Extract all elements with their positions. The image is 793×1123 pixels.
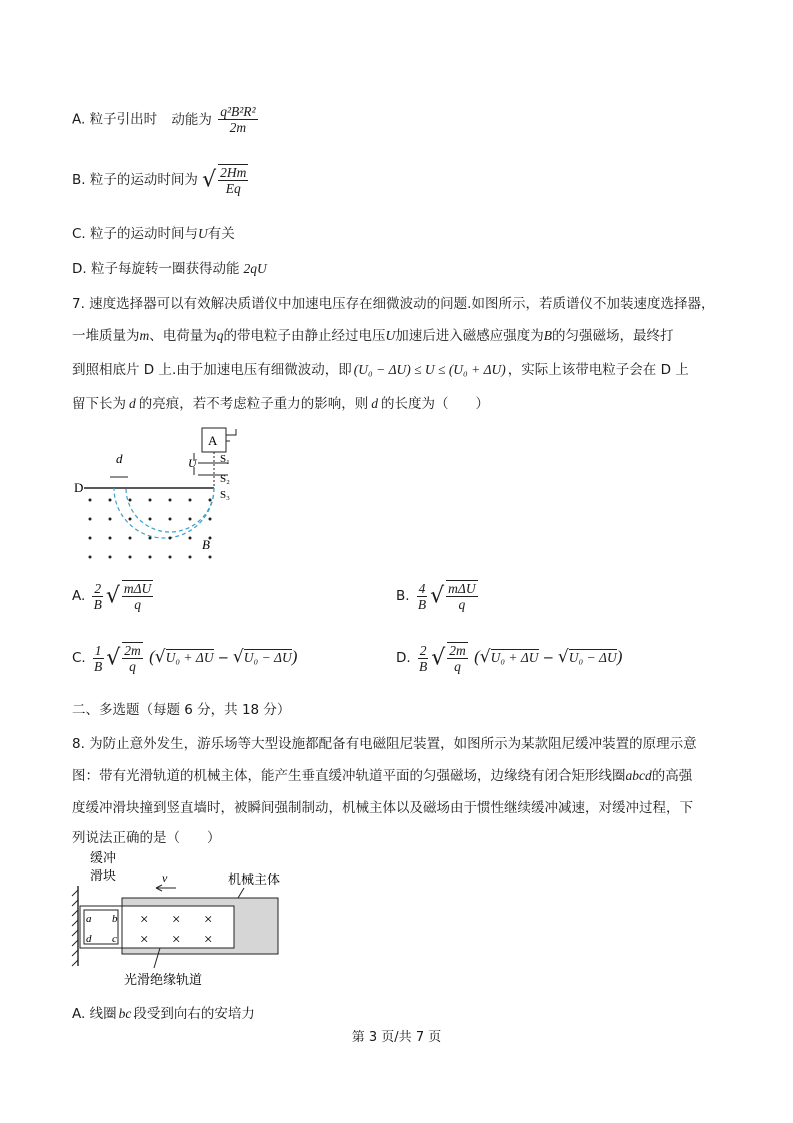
sqrt-sign: √ [154, 647, 166, 667]
svg-text:×: × [140, 932, 149, 948]
q7-line-4 [72, 388, 489, 420]
q8-line-3: 度缓冲滑块撞到竖直墙时，被瞬间强制制动，机械主体以及磁场由于惯性继续缓冲减速，对缓冲过程，下 [72, 800, 693, 816]
radicand [446, 580, 477, 612]
s1-label: S₁ [220, 453, 230, 465]
text: 的亮痕，若不考虑粒子重力的影响，则 [138, 396, 369, 412]
denominator: B [93, 596, 102, 612]
d-plate-label: D [74, 480, 84, 495]
q8-line-1: 8. 为防止意外发生，游乐场等大型设施都配备有电磁阻尼装置，如图所示为某款阻尼缓冲装置的原理示意 [72, 736, 697, 752]
option-tail: 段受到向右的安培力 [133, 1006, 255, 1022]
sqrt-sign: √ [106, 645, 121, 671]
corner-c: c [112, 933, 117, 945]
numerator: 2 [419, 642, 427, 658]
text: 加速后进入磁感应强度为 [395, 328, 544, 344]
variable: d [129, 396, 136, 411]
fraction [218, 164, 248, 196]
option-label: D. [396, 650, 411, 666]
option-label: B. 粒子的运动时间为 [72, 172, 198, 188]
wall-hatching [72, 890, 78, 966]
numerator: 2m [124, 643, 141, 658]
option-label: B. [396, 588, 410, 604]
numerator: mΔU [123, 581, 152, 596]
track-label: 光滑绝缘轨道 [124, 973, 203, 988]
source-terminal [226, 429, 236, 441]
q7-line-2 [72, 320, 674, 352]
numerator: mΔU [448, 581, 476, 596]
q7-option-a[interactable] [72, 580, 155, 612]
numerator: 2 [94, 580, 102, 596]
s2-label: S₂ [220, 473, 230, 485]
sqrt-sign: √ [430, 583, 445, 609]
radicand-2: U₀ − ΔU [568, 650, 617, 665]
numerator: q²B²R² [220, 104, 256, 119]
q7-mass-spectrometer-figure [70, 425, 250, 570]
q8-option-a[interactable] [72, 1002, 255, 1022]
sqrt-sign: √ [105, 583, 120, 609]
sqrt-sign: √ [431, 645, 446, 671]
text: 一堆质量为 [72, 328, 140, 344]
numerator: 2Hm [220, 165, 247, 180]
q7-line-1: 7. 速度选择器可以有效解决质谱仪中加速电压存在细微波动的问题.如图所示，若质谱仪不加装速度选择器， [72, 296, 715, 312]
q8-line-2 [72, 760, 692, 792]
corner-a: a [86, 913, 92, 925]
text: 的匀强磁场，最终打 [552, 328, 674, 344]
variable: U [198, 226, 208, 241]
q7-option-b[interactable] [396, 580, 480, 612]
denominator: q [129, 659, 136, 674]
text: 的高强 [651, 768, 693, 784]
text: 留下长为 [72, 396, 126, 412]
machine-body-label: 机械主体 [228, 873, 281, 888]
option-label: C. [72, 650, 86, 666]
numerator: 2m [449, 643, 466, 658]
q6-option-b[interactable] [72, 164, 250, 196]
sqrt-sign: √ [202, 167, 217, 193]
option-tail: 有关 [207, 226, 235, 242]
svg-text:×: × [172, 932, 181, 948]
paren-open: ( [149, 647, 155, 666]
paren-close: ) [616, 647, 623, 666]
radicand [122, 580, 153, 612]
q7-line-3 [72, 354, 689, 386]
svg-text:×: × [172, 912, 181, 928]
sqrt-sign: √ [479, 647, 491, 667]
denominator: q [134, 597, 141, 612]
q6-option-d[interactable] [72, 257, 267, 277]
d-length-label: d [116, 451, 123, 466]
minus-sign: − [217, 650, 229, 666]
trajectory-outer [114, 488, 214, 538]
leader-line [238, 888, 244, 898]
text: 的长度为（ ） [381, 396, 489, 412]
option-label: A. [72, 588, 86, 604]
option-text: 动能为 [171, 111, 212, 128]
q8-damper-figure [68, 848, 298, 996]
trajectory-inner [126, 488, 214, 532]
coefficient [417, 643, 429, 674]
coefficient [416, 581, 428, 612]
page-number: 第 3 页/共 7 页 [351, 1030, 442, 1045]
corner-b: b [112, 913, 118, 925]
sqrt-sign: √ [557, 647, 569, 667]
svg-text:×: × [140, 912, 149, 928]
u-label: U [188, 456, 197, 470]
denominator: B [418, 658, 428, 674]
numerator: 1 [94, 642, 102, 658]
option-label: A. 粒子引出时 [72, 111, 158, 128]
radicand [447, 642, 468, 674]
option-label: C. 粒子的运动时间与 [72, 226, 199, 242]
q7-option-c[interactable] [72, 642, 297, 674]
text: 的带电粒子由静止经过电压 [223, 328, 386, 344]
text: 到照相底片 D 上.由于加速电压有细微波动，即 [72, 362, 352, 378]
q7-option-d[interactable] [396, 642, 622, 674]
svg-text:×: × [204, 932, 213, 948]
variable: q [216, 328, 224, 343]
variable: d [371, 396, 378, 411]
denominator: Eq [225, 181, 241, 196]
inequality: (U₀ − ΔU) ≤ U ≤ (U₀ + ΔU) [353, 362, 506, 377]
variable: abcd [625, 768, 652, 783]
q6-option-a[interactable] [72, 104, 260, 135]
denominator: q [458, 597, 466, 612]
corner-d: d [86, 933, 92, 945]
magnetic-field-dots [89, 499, 212, 559]
radicand-1: U₀ + ΔU [165, 650, 214, 665]
fraction [218, 104, 257, 135]
source-label: A [208, 433, 218, 448]
paren-open: ( [474, 647, 480, 666]
b-field-label: B [202, 537, 210, 552]
coefficient [92, 643, 104, 674]
radicand-1: U₀ + ΔU [490, 650, 539, 665]
text: ，实际上该带电粒子会在 D 上 [507, 362, 689, 378]
q6-option-c[interactable] [72, 222, 235, 242]
s3-label: S₃ [220, 489, 230, 501]
minus-sign: − [542, 650, 554, 666]
q8-line-4: 列说法正确的是（ ） [72, 830, 221, 846]
denominator: 2m [229, 120, 247, 135]
denominator: q [454, 659, 461, 674]
variable: m [139, 328, 150, 343]
sqrt-sign: √ [232, 647, 244, 667]
variable: bc [118, 1006, 132, 1021]
svg-text:×: × [204, 912, 213, 928]
slider-label-1: 缓冲 [90, 851, 117, 866]
denominator: B [417, 596, 427, 612]
paren-close: ) [291, 647, 298, 666]
radicand-2: U₀ − ΔU [243, 650, 292, 665]
slider-label-2: 滑块 [90, 869, 117, 884]
section-heading: 二、多选题（每题 6 分，共 18 分） [72, 702, 291, 718]
text: 图：带有光滑轨道的机械主体，能产生垂直缓冲轨道平面的匀强磁场，边缘绕有闭合矩形线圈 [72, 768, 626, 784]
numerator: 4 [418, 580, 426, 596]
variable: U [385, 328, 396, 343]
velocity-label: v [162, 871, 168, 885]
radicand [122, 642, 143, 674]
option-label: D. 粒子每旋转一圈获得动能 [72, 261, 240, 277]
denominator: B [94, 658, 103, 674]
text: 、电荷量为 [149, 328, 217, 344]
variable: B [543, 328, 552, 343]
expression: 2qU [243, 261, 267, 276]
coefficient [92, 581, 104, 612]
option-label: A. 线圈 [72, 1006, 117, 1022]
